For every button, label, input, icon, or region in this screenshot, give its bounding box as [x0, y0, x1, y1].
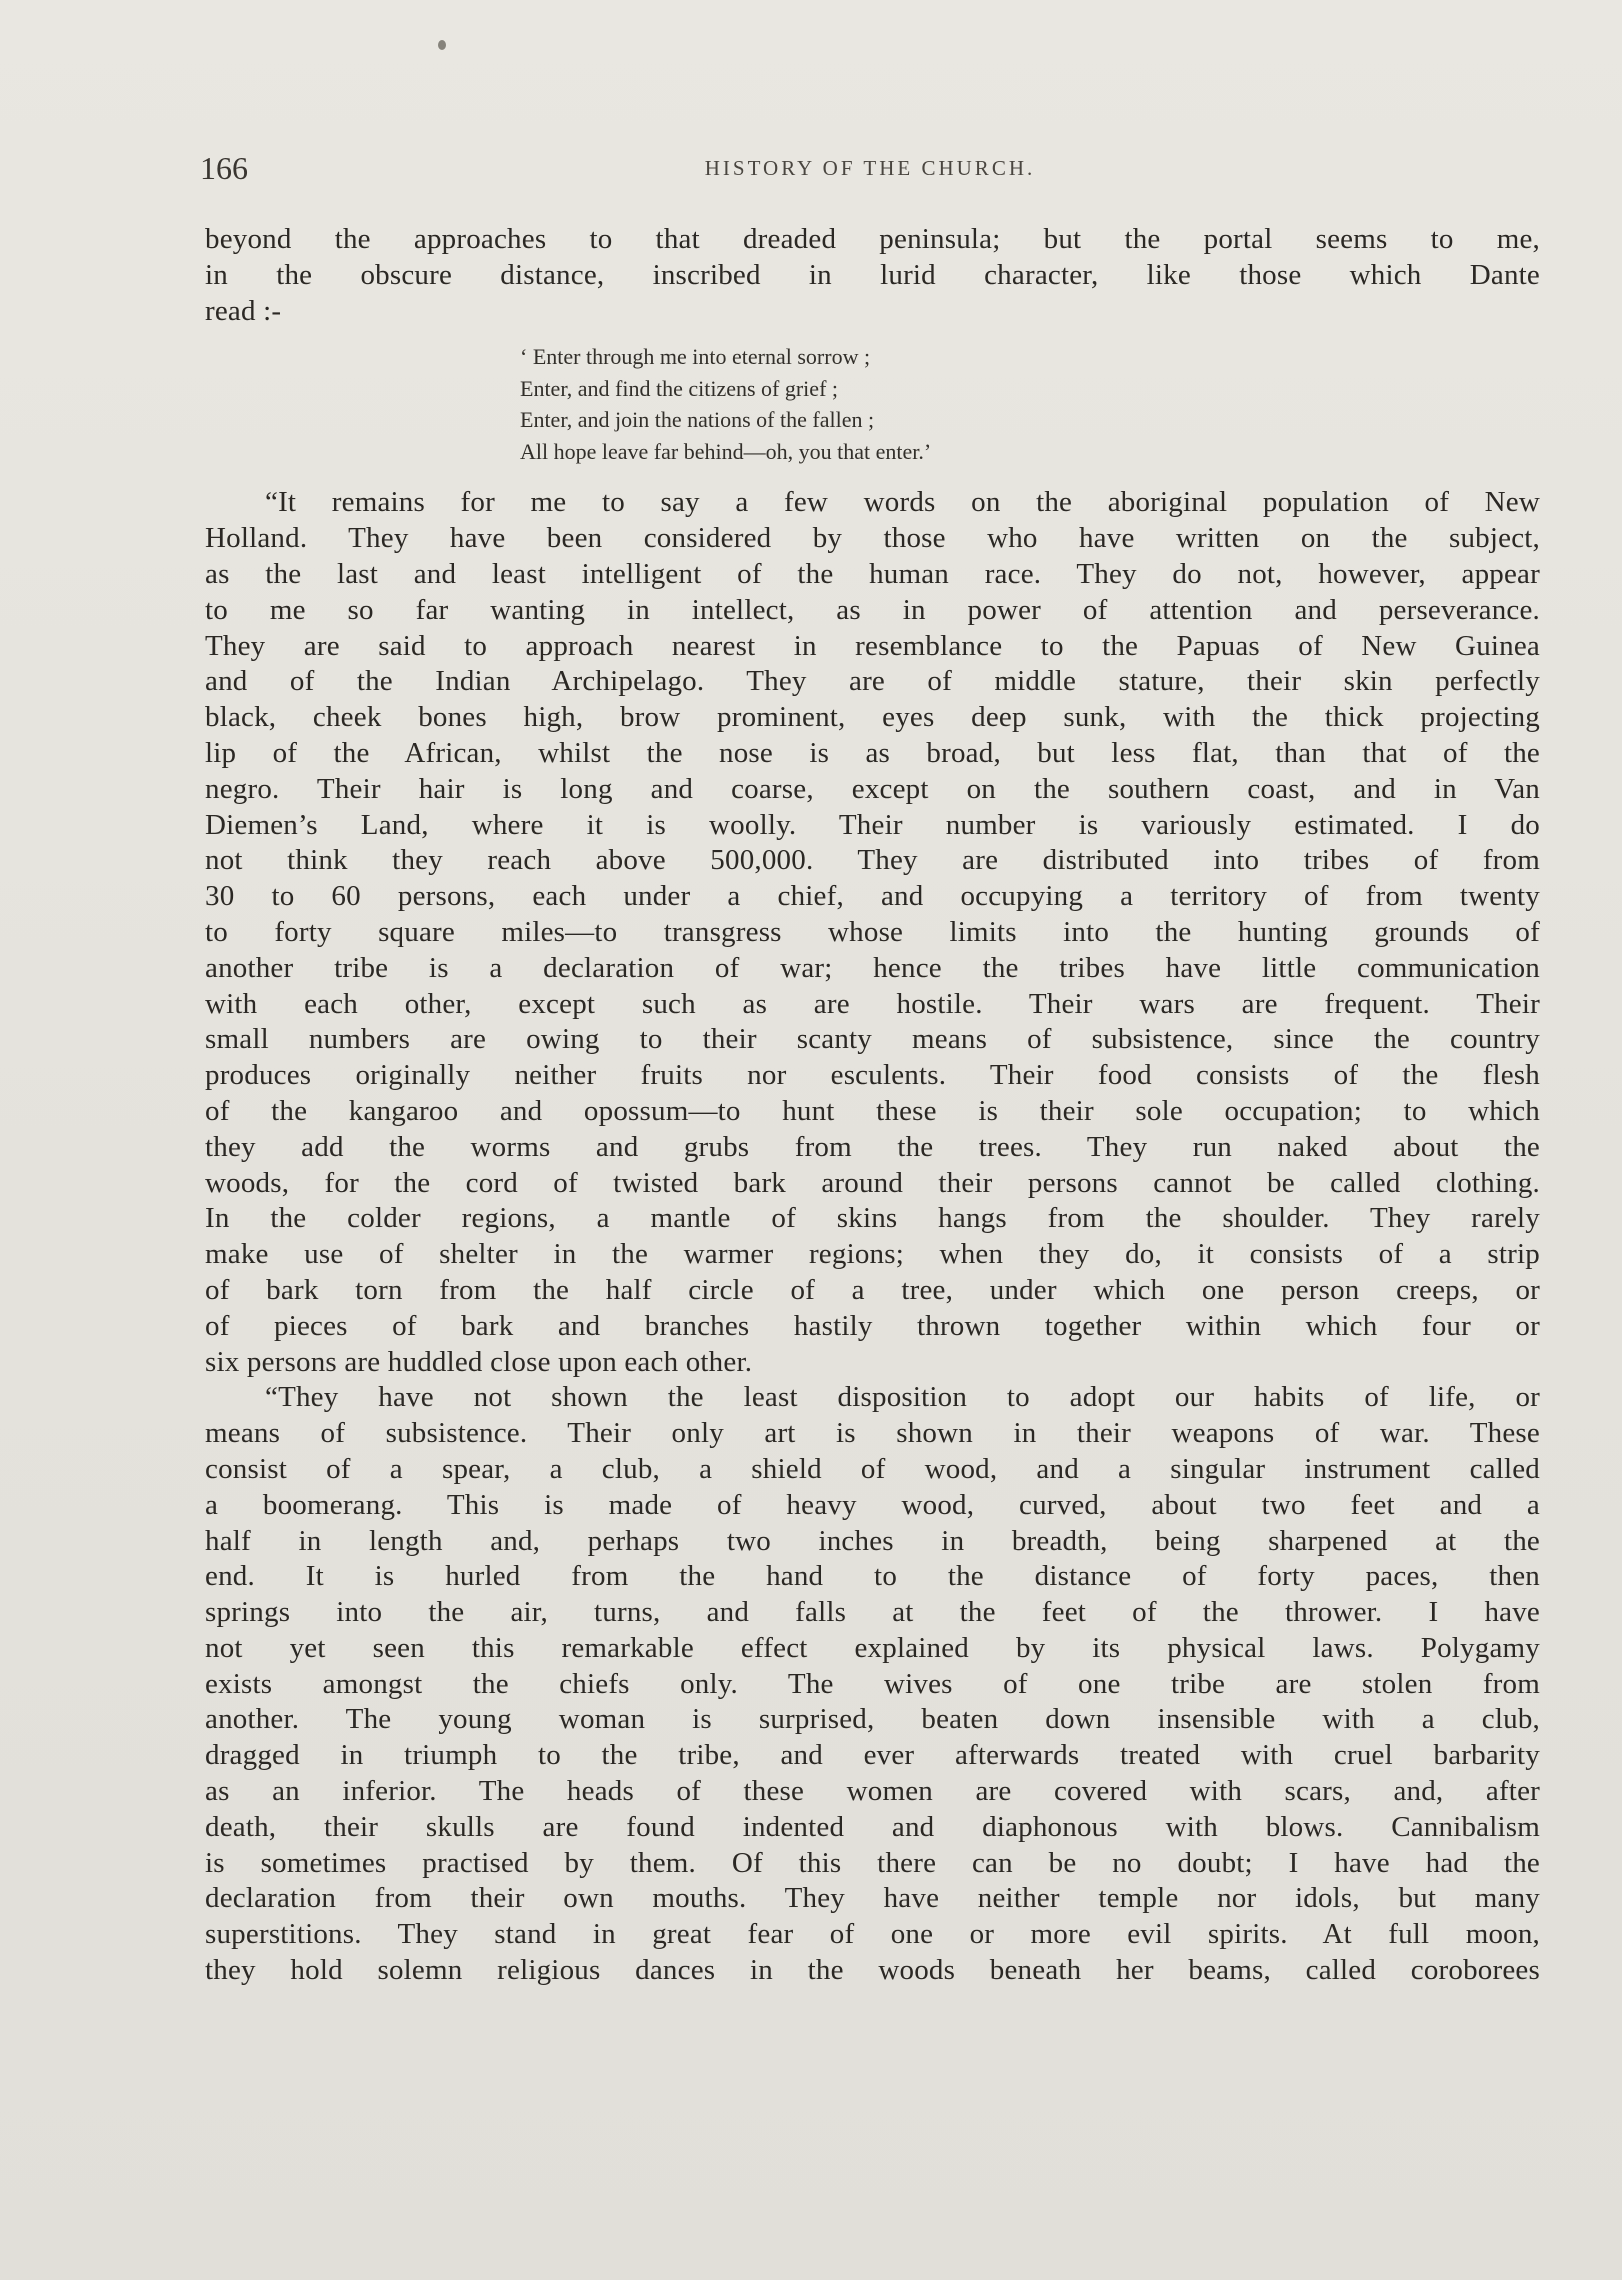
text-line: with each other, except such as are hostile. Their wars are frequent. Their — [205, 987, 1540, 1020]
text-line: end. It is hurled from the hand to the distance of forty paces, then — [205, 1560, 1540, 1593]
page-body — [205, 222, 1540, 1989]
text-line: “They have not shown the least disposition to adopt our habits of life, or — [265, 1381, 1540, 1414]
text-line: read :- — [205, 294, 282, 327]
text-line: black, cheek bones high, brow prominent, eyes deep sunk, with the thick projecting — [205, 701, 1540, 734]
text-line: springs into the air, turns, and falls at the feet of the thrower. I have — [205, 1596, 1540, 1629]
text-line: dragged in triumph to the tribe, and ever afterwards treated with cruel barbarity — [205, 1739, 1540, 1772]
poem-line: All hope leave far behind—oh, you that enter.’ — [520, 438, 932, 464]
text-line: not think they reach above 500,000. They are distributed into tribes of from — [205, 844, 1540, 877]
text-line: of the kangaroo and opossum—to hunt these is their sole occupation; to which — [205, 1094, 1540, 1127]
intro-paragraph — [205, 222, 1540, 329]
text-line: and of the Indian Archipelago. They are of middle stature, their skin perfectly — [205, 665, 1540, 698]
text-line: consist of a spear, a club, a shield of wood, and a singular instrument called — [205, 1452, 1540, 1485]
text-line: “It remains for me to say a few words on the aboriginal population of New — [265, 486, 1540, 519]
poem-line: Enter, and find the citizens of grief ; — [520, 375, 839, 401]
text-line: lip of the African, whilst the nose is as broad, but less flat, than that of the — [205, 736, 1540, 769]
text-line: superstitions. They stand in great fear of one or more evil spirits. At full moon, — [205, 1918, 1540, 1951]
text-line: Holland. They have been considered by those who have written on the subject, — [205, 522, 1540, 555]
text-line: 30 to 60 persons, each under a chief, and occupying a territory of from twenty — [205, 880, 1540, 913]
text-line: declaration from their own mouths. They have neither temple nor idols, but many — [205, 1882, 1540, 1915]
text-line: exists amongst the chiefs only. The wives of one tribe are stolen from — [205, 1667, 1540, 1700]
text-line: means of subsistence. Their only art is shown in their weapons of war. These — [205, 1417, 1540, 1450]
text-line: another. The young woman is surprised, beaten down insensible with a club, — [205, 1703, 1540, 1736]
text-line: another tribe is a declaration of war; hence the tribes have little communication — [205, 951, 1540, 984]
text-line: six persons are huddled close upon each other. — [205, 1345, 753, 1378]
text-line: half in length and, perhaps two inches in breadth, being sharpened at the — [205, 1524, 1540, 1557]
text-line: make use of shelter in the warmer regions; when they do, it consists of a strip — [205, 1238, 1540, 1271]
text-line: produces originally neither fruits nor esculents. Their food consists of the flesh — [205, 1059, 1540, 1092]
running-head: HISTORY OF THE CHURCH. — [704, 156, 1036, 180]
text-line: to me so far wanting in intellect, as in power of attention and perseverance. — [205, 593, 1540, 626]
text-line: of bark torn from the half circle of a tree, under which one person creeps, or — [205, 1273, 1540, 1306]
poem-line: Enter, and join the nations of the fallen ; — [520, 407, 875, 433]
text-line: of pieces of bark and branches hastily thrown together within which four or — [205, 1309, 1540, 1342]
text-line: not yet seen this remarkable effect explained by its physical laws. Polygamy — [205, 1631, 1540, 1664]
text-line: In the colder regions, a mantle of skins hangs from the shoulder. They rarely — [205, 1202, 1540, 1235]
page-header — [200, 150, 1540, 190]
page-number: 166 — [200, 150, 248, 186]
text-line: Diemen’s Land, where it is woolly. Their number is variously estimated. I do — [205, 808, 1540, 841]
text-line: as an inferior. The heads of these women are covered with scars, and, after — [205, 1775, 1540, 1808]
ink-speck — [438, 40, 446, 50]
text-line: to forty square miles—to transgress whose limits into the hunting grounds of — [205, 915, 1540, 948]
text-line: a boomerang. This is made of heavy wood, curved, about two feet and a — [205, 1488, 1540, 1521]
text-line: they add the worms and grubs from the trees. They run naked about the — [205, 1130, 1540, 1163]
text-line: woods, for the cord of twisted bark around their persons cannot be called clothing. — [205, 1166, 1540, 1199]
text-line: small numbers are owing to their scanty means of subsistence, since the country — [205, 1023, 1540, 1056]
poem-quotation — [520, 341, 1540, 467]
text-line: in the obscure distance, inscribed in lurid character, like those which Dante — [205, 258, 1540, 291]
text-line: is sometimes practised by them. Of this there can be no doubt; I have had the — [205, 1846, 1540, 1879]
text-line: as the last and least intelligent of the human race. They do not, however, appear — [205, 557, 1540, 590]
paragraph-aborigines — [205, 485, 1540, 1380]
paragraph-weapons-customs — [205, 1380, 1540, 1989]
poem-line: ‘ Enter through me into eternal sorrow ; — [520, 344, 871, 370]
text-line: negro. Their hair is long and coarse, except on the southern coast, and in Van — [205, 772, 1540, 805]
text-line: They are said to approach nearest in resemblance to the Papuas of New Guinea — [205, 629, 1540, 662]
text-line: they hold solemn religious dances in the woods beneath her beams, called coroborees — [205, 1954, 1540, 1987]
text-line: beyond the approaches to that dreaded peninsula; but the portal seems to me, — [205, 223, 1540, 255]
text-line: death, their skulls are found indented and diaphonous with blows. Cannibalism — [205, 1810, 1540, 1843]
